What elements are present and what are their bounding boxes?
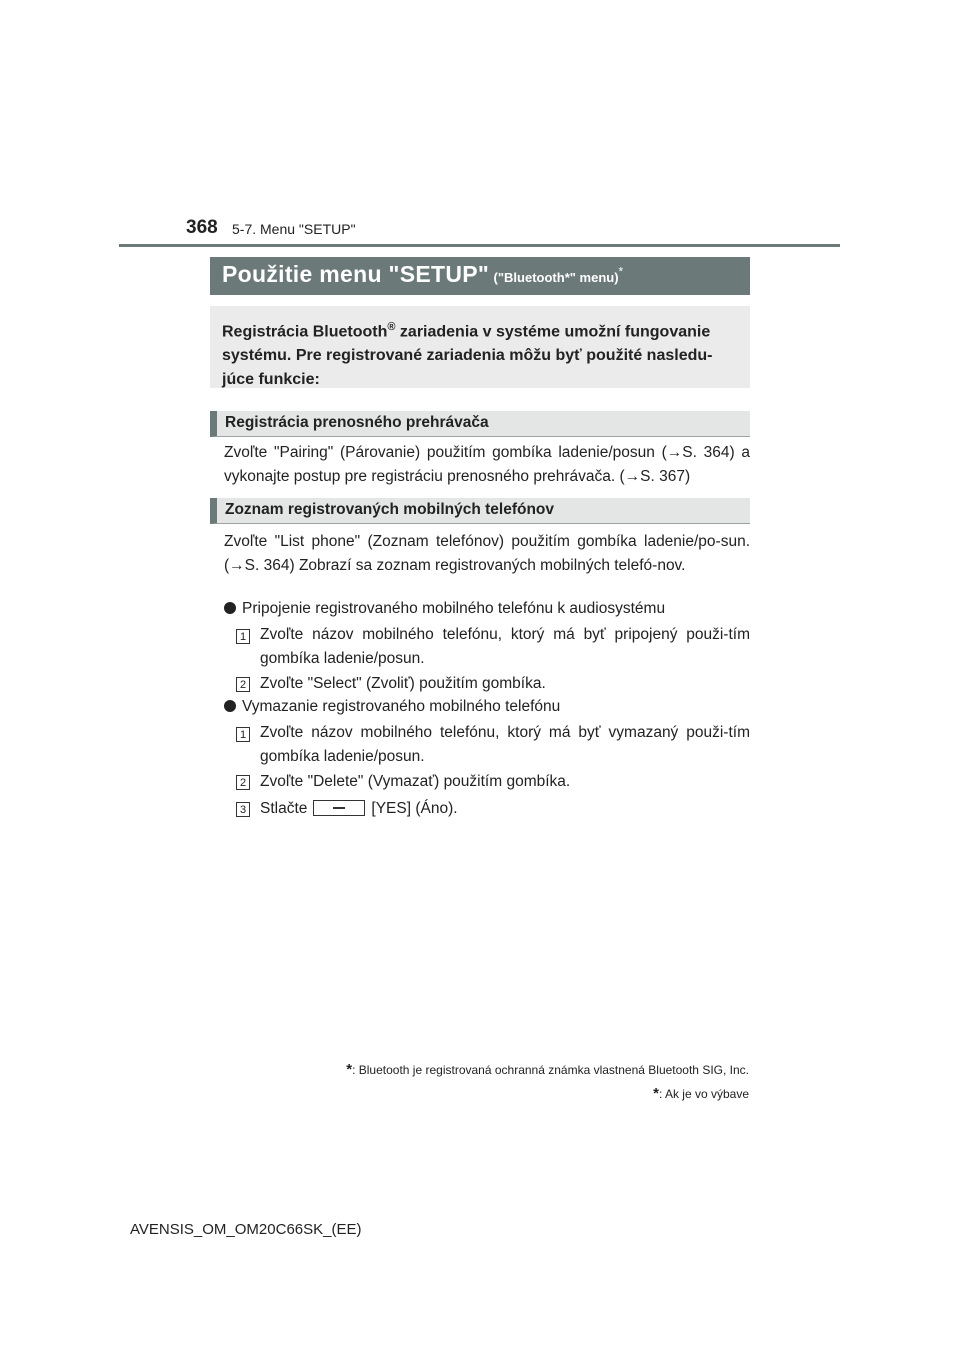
header-divider (119, 244, 840, 247)
document-id: AVENSIS_OM_OM20C66SK_(EE) (130, 1221, 362, 1238)
player-registration-text: Zvoľte "Pairing" (Párovanie) použitím gombíka ladenie/posun (→S. 364) a vykonajte postup pre registráciu prenosného prehrávača. (→S. 367) (224, 444, 750, 485)
intro-text-part2: zariadenia v systéme umožní fungovanie systému. Pre registrované zariadenia môžu byť použité nasledu-júce funkcie: (222, 323, 713, 389)
subheading-player-registration: Registrácia prenosného prehrávača (210, 411, 750, 437)
bullet-dot-icon (224, 700, 236, 712)
footnote-text: : Ak je vo výbave (658, 1087, 749, 1101)
registered-mark: ® (387, 321, 396, 333)
bullet-label: Vymazanie registrovaného mobilného telefónu (242, 698, 561, 715)
footnote-text: : Bluetooth je registrovaná ochranná známka vlastnená Bluetooth SIG, Inc. (352, 1063, 749, 1077)
step-number-badge: 1 (236, 629, 250, 644)
asterisk-icon: * (346, 1061, 353, 1078)
step-number-badge: 1 (236, 727, 250, 742)
step-text-after: [YES] (Áno). (371, 800, 458, 817)
step-text: Zvoľte názov mobilného telefónu, ktorý má byť vymazaný použi-tím gombíka ladenie/posun. (260, 724, 750, 765)
section-subtitle: ("Bluetooth*" menu) (493, 270, 619, 285)
bullet-delete-phone (224, 695, 750, 719)
section-title-bar (210, 257, 750, 295)
phone-list-text: Zvoľte "List phone" (Zoznam telefónov) použitím gombíka ladenie/po-sun. (→S. 364) Zobrazí sa zoznam registrovaných mobilných telefó-nov. (224, 533, 750, 574)
title-footnote-marker: * (618, 264, 624, 279)
footnote-bluetooth (346, 1061, 749, 1078)
step-text: Zvoľte názov mobilného telefónu, ktorý má byť pripojený použi-tím gombíka ladenie/posun. (260, 626, 750, 667)
step-number-badge: 2 (236, 677, 250, 692)
minus-button-graphic (313, 800, 365, 816)
section-reference: 5-7. Menu "SETUP" (232, 221, 356, 237)
section-title: Použitie menu "SETUP" (222, 261, 490, 287)
step-text-before: Stlačte (260, 800, 308, 817)
minus-icon (333, 807, 345, 809)
step-number-badge: 2 (236, 775, 250, 790)
subheading-phone-list: Zoznam registrovaných mobilných telefónov (210, 498, 750, 524)
bullet-label: Pripojenie registrovaného mobilného telefónu k audiosystému (242, 600, 666, 617)
intro-text-part1: Registrácia Bluetooth (222, 323, 388, 341)
bullet-connect-phone (224, 597, 750, 621)
step-text: Zvoľte "Select" (Zvoliť) použitím gombíka. (260, 675, 546, 692)
step-text-press-button (260, 797, 750, 821)
asterisk-icon: * (653, 1085, 659, 1102)
bullet-dot-icon (224, 602, 236, 614)
footnote-optional (653, 1085, 749, 1102)
step-number-badge: 3 (236, 802, 250, 817)
page-number: 368 (186, 217, 218, 238)
step-text: Zvoľte "Delete" (Vymazať) použitím gombíka. (260, 773, 571, 790)
intro-box (210, 306, 750, 388)
